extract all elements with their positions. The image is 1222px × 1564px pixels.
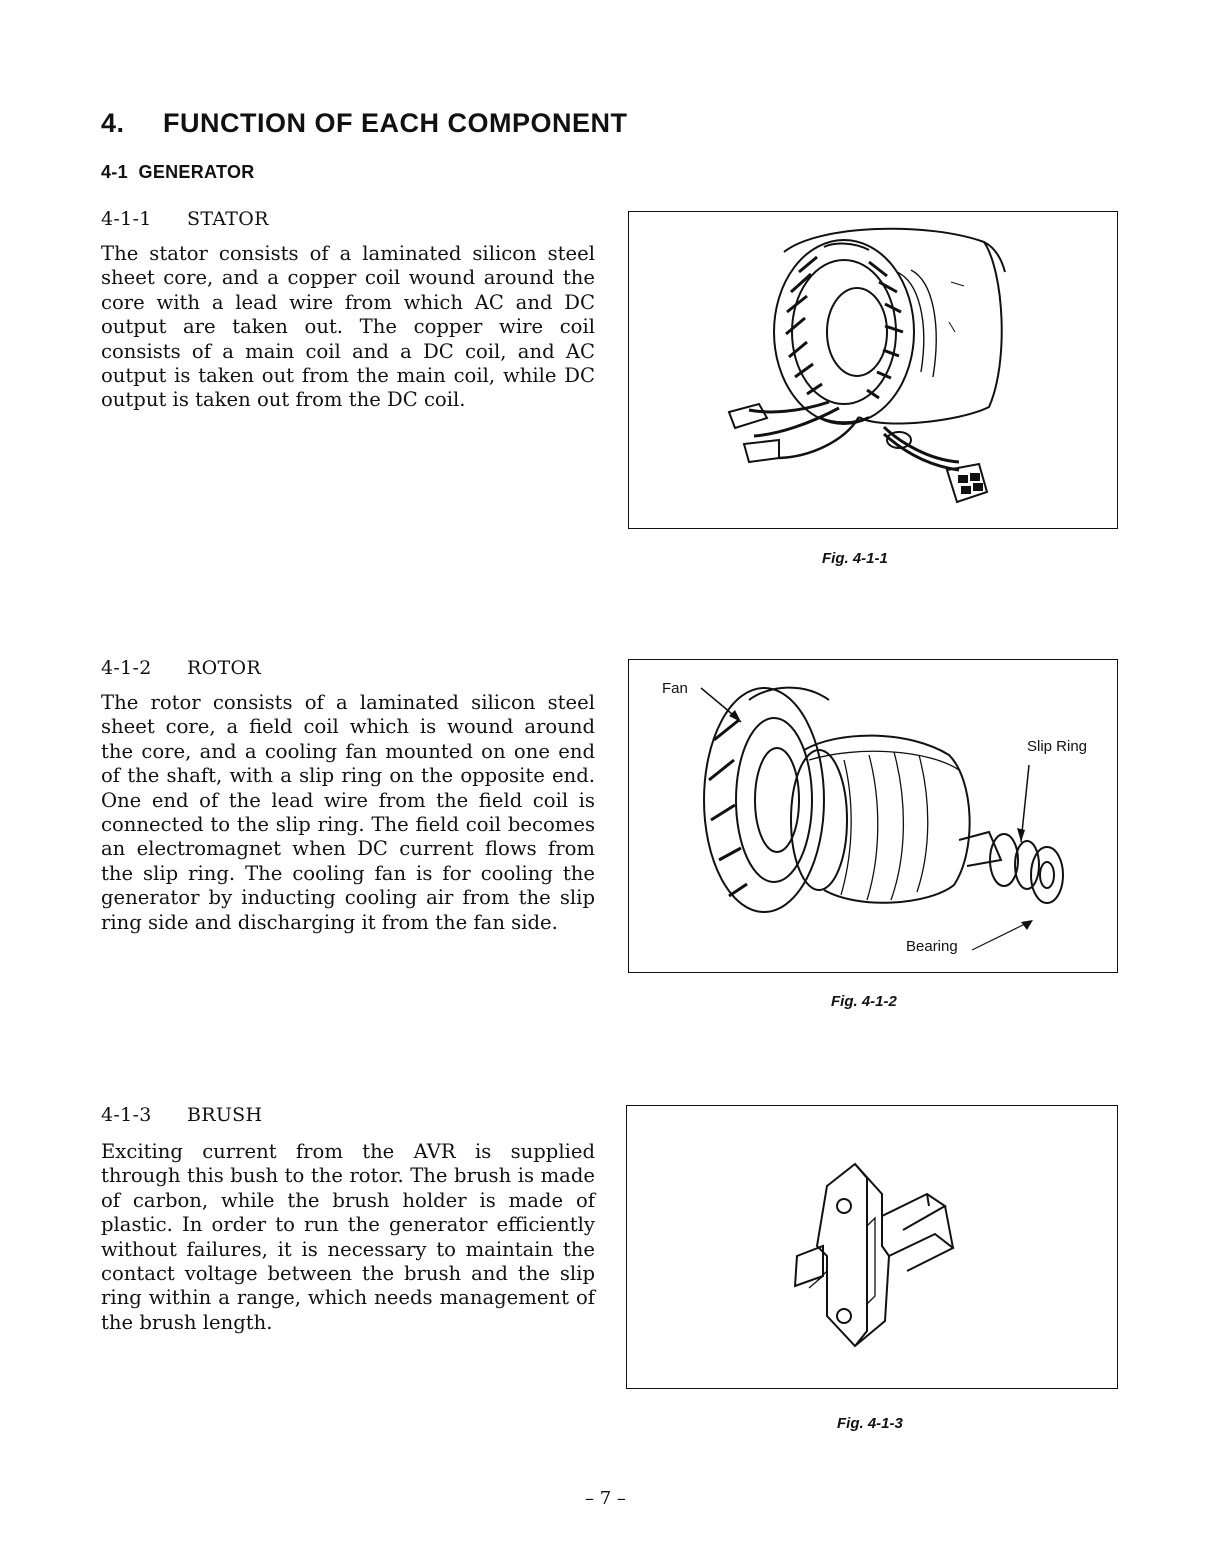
rotor-figure-caption: Fig. 4-1-2 [831, 993, 897, 1010]
rotor-heading [101, 657, 261, 679]
rotor-figure [628, 659, 1118, 973]
brush-figure [626, 1105, 1118, 1389]
brush-number: 4-1-3 [101, 1104, 152, 1126]
stator-heading [101, 208, 269, 230]
stator-figure [628, 211, 1118, 529]
brush-heading [101, 1104, 262, 1126]
page-number: – 7 – [585, 1488, 626, 1509]
fan-label: Fan [662, 680, 688, 697]
rotor-body: The rotor consists of a laminated silicon steel sheet core, a field coil which is wound around the core, and a cooling fan mounted on one end of the shaft, with a slip ring on the opposite end. One end of the lead wire from the field coil is connected to the slip ring. The field coil becomes an electromagnet when DC current flows from the slip ring. The cooling fan is for cooling the generator by inducting cooling air from the slip ring side and discharging it from the fan side. [101, 691, 595, 934]
stator-number: 4-1-1 [101, 208, 152, 230]
rotor-number: 4-1-2 [101, 657, 152, 679]
bearing-label: Bearing [906, 938, 958, 955]
subsection-title-text: GENERATOR [138, 162, 255, 182]
brush-body: Exciting current from the AVR is supplied through this bush to the rotor. The brush is made of carbon, while the brush holder is made of plastic. In order to run the generator efficiently without failures, it is necessary to maintain the contact voltage between the brush and the slip ring within a range, which needs management of the brush length. [101, 1140, 595, 1334]
brush-heading-text: BRUSH [187, 1104, 263, 1126]
section-number: 4. [101, 108, 125, 138]
slip-ring-label: Slip Ring [1027, 738, 1088, 755]
stator-illustration [629, 212, 1119, 530]
stator-figure-caption: Fig. 4-1-1 [822, 550, 888, 567]
section-title-text: FUNCTION OF EACH COMPONENT [163, 108, 628, 138]
rotor-illustration [629, 660, 1119, 974]
subsection-title [101, 162, 255, 183]
stator-body: The stator consists of a laminated silicon steel sheet core, and a copper coil wound around the core with a lead wire from which AC and DC output are taken out. The copper wire coil consists of a main coil and a DC coil, and AC output is taken out from the main coil, while DC output is taken out from the DC coil. [101, 242, 595, 412]
rotor-heading-text: ROTOR [187, 657, 261, 679]
brush-holder-illustration [627, 1106, 1119, 1390]
stator-heading-text: STATOR [187, 208, 269, 230]
subsection-number: 4-1 [101, 162, 128, 182]
brush-figure-caption: Fig. 4-1-3 [837, 1415, 903, 1432]
section-title [101, 108, 628, 139]
